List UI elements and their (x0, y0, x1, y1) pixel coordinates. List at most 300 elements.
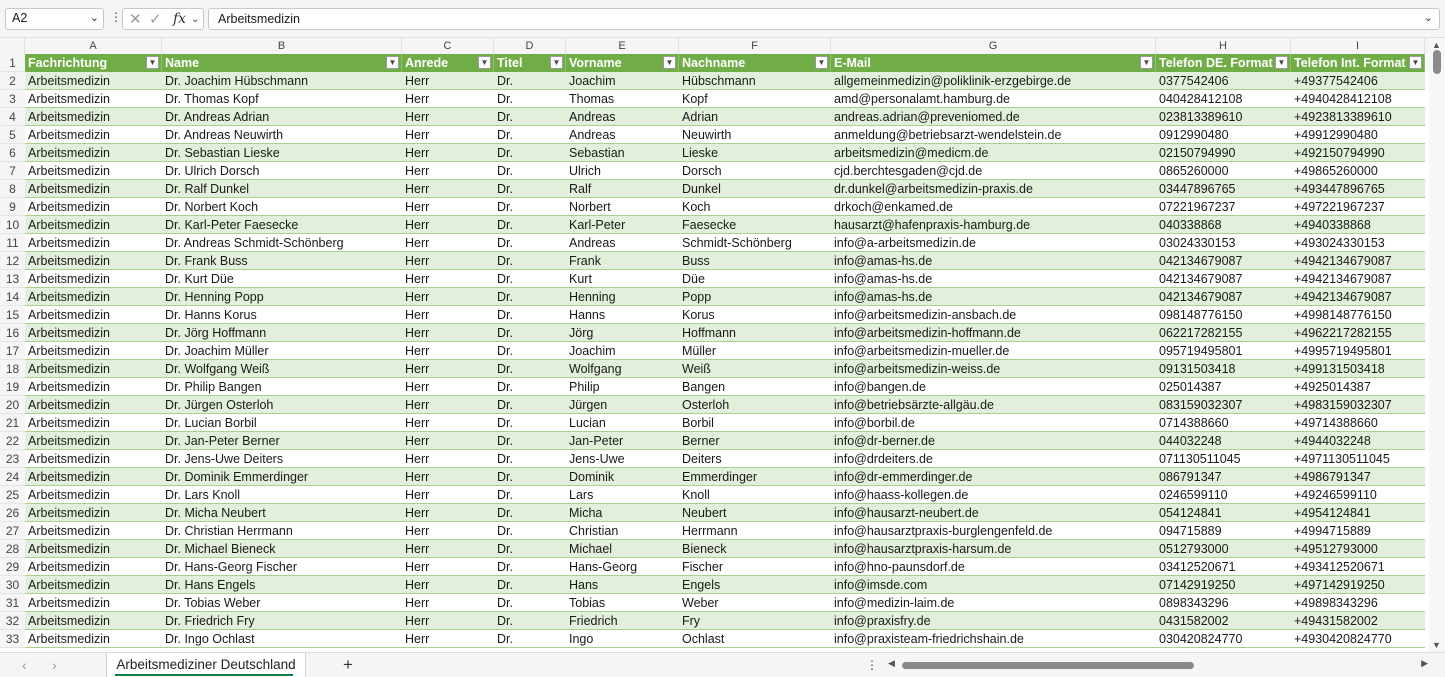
table-cell[interactable]: 071130511045 (1159, 452, 1241, 466)
table-cell[interactable]: +4925014387 (1294, 380, 1371, 394)
table-cell[interactable]: Dr. Lars Knoll (165, 488, 241, 502)
row-number[interactable]: 31 (0, 594, 25, 612)
horizontal-scroll-thumb[interactable] (902, 662, 1194, 669)
table-cell[interactable]: info@praxisfry.de (834, 614, 931, 628)
table-cell[interactable]: Herr (405, 632, 430, 646)
table-cell[interactable]: Joachim (569, 74, 616, 88)
table-cell[interactable]: Dr. Tobias Weber (165, 596, 261, 610)
table-cell[interactable]: Dr. Jens-Uwe Deiters (165, 452, 284, 466)
table-cell[interactable]: Herr (405, 218, 430, 232)
table-cell[interactable]: Arbeitsmedizin (28, 326, 110, 340)
table-cell[interactable]: Herr (405, 146, 430, 160)
table-cell[interactable]: Weiß (682, 362, 711, 376)
table-cell[interactable]: Dr. (497, 164, 513, 178)
table-cell[interactable]: Jürgen (569, 398, 608, 412)
table-cell[interactable]: Dr. (497, 416, 513, 430)
sheet-tab-active[interactable] (106, 653, 306, 677)
table-cell[interactable]: Dr. (497, 272, 513, 286)
expand-formula-icon[interactable]: ⌄ (1423, 12, 1433, 24)
confirm-icon[interactable]: ✓ (149, 11, 162, 28)
table-cell[interactable]: Müller (682, 344, 717, 358)
table-cell[interactable]: Arbeitsmedizin (28, 164, 110, 178)
scroll-right-icon[interactable]: ▶ (1421, 658, 1428, 668)
table-cell[interactable]: drkoch@enkamed.de (834, 200, 954, 214)
table-cell[interactable]: Karl-Peter (569, 218, 626, 232)
table-cell[interactable]: info@bangen.de (834, 380, 926, 394)
table-cell[interactable]: Neuwirth (682, 128, 732, 142)
table-cell[interactable]: Dr. (497, 434, 513, 448)
row-number[interactable]: 6 (0, 144, 25, 162)
table-cell[interactable]: info@arbeitsmedizin-ansbach.de (834, 308, 1017, 322)
table-cell[interactable]: +4942134679087 (1294, 254, 1392, 268)
table-cell[interactable]: allgemeinmedizin@poliklinik-erzgebirge.de (834, 74, 1072, 88)
column-header-f[interactable]: F (679, 38, 831, 54)
row-number[interactable]: 11 (0, 234, 25, 252)
table-cell[interactable]: Dr. (497, 614, 513, 628)
table-cell[interactable]: Herr (405, 182, 430, 196)
table-cell[interactable]: Herr (405, 272, 430, 286)
table-cell[interactable]: andreas.adrian@preveniomed.de (834, 110, 1020, 124)
row-number[interactable]: 29 (0, 558, 25, 576)
table-cell[interactable]: dr.dunkel@arbeitsmedizin-praxis.de (834, 182, 1033, 196)
table-cell[interactable]: Arbeitsmedizin (28, 308, 110, 322)
table-cell[interactable]: Dr. (497, 200, 513, 214)
table-cell[interactable]: Arbeitsmedizin (28, 470, 110, 484)
table-header-cell[interactable] (679, 54, 831, 72)
filter-dropdown-icon[interactable]: ▼ (146, 56, 159, 69)
table-cell[interactable]: Herr (405, 434, 430, 448)
table-cell[interactable]: Herr (405, 452, 430, 466)
table-cell[interactable]: Dr. (497, 488, 513, 502)
table-cell[interactable]: +492150794990 (1294, 146, 1385, 160)
table-cell[interactable]: info@medizin-laim.de (834, 596, 955, 610)
filter-dropdown-icon[interactable]: ▼ (1409, 56, 1422, 69)
table-cell[interactable]: Ingo (569, 632, 594, 646)
table-cell[interactable]: Tobias (569, 596, 606, 610)
table-cell[interactable]: Knoll (682, 488, 710, 502)
table-cell[interactable]: Herr (405, 578, 430, 592)
row-number[interactable]: 30 (0, 576, 25, 594)
table-cell[interactable]: info@arbeitsmedizin-weiss.de (834, 362, 1001, 376)
table-cell[interactable]: Arbeitsmedizin (28, 290, 110, 304)
table-cell[interactable]: 054124841 (1159, 506, 1222, 520)
table-header-cell[interactable] (25, 54, 162, 72)
table-cell[interactable]: Dr. Jürgen Osterloh (165, 398, 274, 412)
table-cell[interactable]: Dr. Sebastian Lieske (165, 146, 280, 160)
filter-dropdown-icon[interactable]: ▼ (663, 56, 676, 69)
table-cell[interactable]: Dunkel (682, 182, 721, 196)
table-cell[interactable]: Friedrich (569, 614, 618, 628)
table-cell[interactable]: Herr (405, 506, 430, 520)
table-cell[interactable]: Herr (405, 524, 430, 538)
row-number[interactable]: 15 (0, 306, 25, 324)
table-cell[interactable]: Arbeitsmedizin (28, 254, 110, 268)
table-cell[interactable]: Adrian (682, 110, 719, 124)
table-cell[interactable]: +493024330153 (1294, 236, 1385, 250)
table-cell[interactable]: Dr. Frank Buss (165, 254, 248, 268)
table-cell[interactable]: +4954124841 (1294, 506, 1371, 520)
row-number[interactable]: 3 (0, 90, 25, 108)
table-cell[interactable]: Dr. (497, 92, 513, 106)
table-cell[interactable]: 040338868 (1159, 218, 1222, 232)
table-cell[interactable]: info@hausarztpraxis-harsum.de (834, 542, 1012, 556)
table-cell[interactable]: Arbeitsmedizin (28, 614, 110, 628)
table-cell[interactable]: Korus (682, 308, 715, 322)
table-cell[interactable]: Dr. (497, 308, 513, 322)
table-cell[interactable]: Arbeitsmedizin (28, 452, 110, 466)
table-cell[interactable]: Arbeitsmedizin (28, 182, 110, 196)
table-cell[interactable]: Arbeitsmedizin (28, 434, 110, 448)
table-cell[interactable]: Dr. Joachim Hübschmann (165, 74, 309, 88)
table-cell[interactable]: +4944032248 (1294, 434, 1371, 448)
table-cell[interactable]: Norbert (569, 200, 611, 214)
insert-function-icon[interactable]: fx (173, 11, 187, 27)
chevron-down-icon[interactable]: ⌄ (89, 12, 99, 24)
table-cell[interactable]: +49431582002 (1294, 614, 1378, 628)
table-cell[interactable]: Andreas (569, 110, 616, 124)
row-number[interactable]: 18 (0, 360, 25, 378)
table-cell[interactable]: Dr. Andreas Schmidt-Schönberg (165, 236, 344, 250)
vertical-scrollbar[interactable] (1429, 38, 1445, 652)
table-cell[interactable]: Faesecke (682, 218, 737, 232)
table-cell[interactable]: Arbeitsmedizin (28, 92, 110, 106)
table-cell[interactable]: Herr (405, 200, 430, 214)
table-cell[interactable]: info@dr-berner.de (834, 434, 935, 448)
table-cell[interactable]: Weber (682, 596, 719, 610)
row-number[interactable]: 24 (0, 468, 25, 486)
table-cell[interactable]: info@amas-hs.de (834, 254, 933, 268)
row-number[interactable]: 2 (0, 72, 25, 90)
horizontal-scrollbar[interactable] (888, 660, 1428, 671)
column-header-a[interactable]: A (25, 38, 162, 54)
table-cell[interactable]: Arbeitsmedizin (28, 416, 110, 430)
table-cell[interactable]: Arbeitsmedizin (28, 236, 110, 250)
table-cell[interactable]: Herr (405, 308, 430, 322)
table-cell[interactable]: 03447896765 (1159, 182, 1236, 196)
row-number[interactable]: 28 (0, 540, 25, 558)
table-cell[interactable]: 0512793000 (1159, 542, 1229, 556)
table-cell[interactable]: Dr. (497, 596, 513, 610)
table-cell[interactable]: Deiters (682, 452, 722, 466)
table-cell[interactable]: Ochlast (682, 632, 725, 646)
table-cell[interactable]: +4962217282155 (1294, 326, 1392, 340)
table-cell[interactable]: +4998148776150 (1294, 308, 1392, 322)
table-cell[interactable]: Dr. (497, 254, 513, 268)
table-cell[interactable]: Herr (405, 416, 430, 430)
table-cell[interactable]: 042134679087 (1159, 290, 1243, 304)
row-number[interactable]: 5 (0, 126, 25, 144)
table-cell[interactable]: +493412520671 (1294, 560, 1385, 574)
table-cell[interactable]: Dr. Karl-Peter Faesecke (165, 218, 299, 232)
column-header-g[interactable]: G (831, 38, 1156, 54)
column-header-b[interactable]: B (162, 38, 402, 54)
table-cell[interactable]: info@drdeiters.de (834, 452, 933, 466)
table-cell[interactable]: Hanns (569, 308, 606, 322)
table-cell[interactable]: Hans-Georg (569, 560, 638, 574)
table-cell[interactable]: Herr (405, 128, 430, 142)
table-cell[interactable]: Neubert (682, 506, 727, 520)
table-cell[interactable]: Borbil (682, 416, 714, 430)
more-options-icon[interactable]: ⋮ (110, 10, 122, 24)
table-cell[interactable]: info@a-arbeitsmedizin.de (834, 236, 976, 250)
table-cell[interactable]: Dr. (497, 110, 513, 124)
table-cell[interactable]: Henning (569, 290, 616, 304)
table-cell[interactable]: info@hausarztpraxis-burglengenfeld.de (834, 524, 1053, 538)
table-cell[interactable]: Jens-Uwe (569, 452, 625, 466)
table-cell[interactable]: Ralf (569, 182, 592, 196)
filter-dropdown-icon[interactable]: ▼ (1275, 56, 1288, 69)
table-cell[interactable]: Dorsch (682, 164, 722, 178)
table-cell[interactable]: Kopf (682, 92, 708, 106)
table-cell[interactable]: Osterloh (682, 398, 730, 412)
table-cell[interactable]: Herrmann (682, 524, 738, 538)
table-cell[interactable]: Arbeitsmedizin (28, 128, 110, 142)
table-cell[interactable]: Bieneck (682, 542, 727, 556)
table-cell[interactable]: Dr. Micha Neubert (165, 506, 266, 520)
table-cell[interactable]: Dr. Thomas Kopf (165, 92, 259, 106)
row-number[interactable]: 17 (0, 342, 25, 360)
table-cell[interactable]: Arbeitsmedizin (28, 362, 110, 376)
table-cell[interactable]: +4940338868 (1294, 218, 1371, 232)
table-cell[interactable]: arbeitsmedizin@medicm.de (834, 146, 989, 160)
table-cell[interactable]: +4942134679087 (1294, 290, 1392, 304)
table-cell[interactable]: Joachim (569, 344, 616, 358)
table-cell[interactable]: Dr. (497, 326, 513, 340)
table-cell[interactable]: +4995719495801 (1294, 344, 1392, 358)
scroll-up-icon[interactable]: ▲ (1432, 40, 1441, 50)
row-number[interactable]: 32 (0, 612, 25, 630)
column-header-i[interactable]: I (1291, 38, 1425, 54)
table-cell[interactable]: 07142919250 (1159, 578, 1236, 592)
table-cell[interactable]: info@amas-hs.de (834, 290, 933, 304)
table-cell[interactable]: +49377542406 (1294, 74, 1378, 88)
table-cell[interactable]: Arbeitsmedizin (28, 596, 110, 610)
table-cell[interactable]: Herr (405, 254, 430, 268)
table-cell[interactable]: Dr. Henning Popp (165, 290, 264, 304)
row-number[interactable]: 21 (0, 414, 25, 432)
table-cell[interactable]: Schmidt-Schönberg (682, 236, 792, 250)
table-cell[interactable]: Dr. (497, 218, 513, 232)
table-cell[interactable]: info@amas-hs.de (834, 272, 933, 286)
table-cell[interactable]: +4942134679087 (1294, 272, 1392, 286)
table-cell[interactable]: 0246599110 (1159, 488, 1228, 502)
table-cell[interactable]: 09131503418 (1159, 362, 1236, 376)
column-header-h[interactable]: H (1156, 38, 1291, 54)
table-cell[interactable]: cjd.berchtesgaden@cjd.de (834, 164, 983, 178)
table-cell[interactable]: Koch (682, 200, 711, 214)
table-cell[interactable]: Arbeitsmedizin (28, 218, 110, 232)
table-header-cell[interactable] (494, 54, 566, 72)
table-cell[interactable]: 025014387 (1159, 380, 1222, 394)
table-cell[interactable]: Dr. (497, 74, 513, 88)
column-header-d[interactable]: D (494, 38, 566, 54)
table-cell[interactable]: Herr (405, 164, 430, 178)
row-number[interactable]: 23 (0, 450, 25, 468)
table-cell[interactable]: Dr. Ingo Ochlast (165, 632, 255, 646)
table-cell[interactable]: 023813389610 (1159, 110, 1243, 124)
table-cell[interactable]: Herr (405, 74, 430, 88)
row-number[interactable]: 27 (0, 522, 25, 540)
table-cell[interactable]: Kurt (569, 272, 592, 286)
row-number[interactable]: 19 (0, 378, 25, 396)
table-cell[interactable]: +4930420824770 (1294, 632, 1392, 646)
table-cell[interactable]: Dr. Friedrich Fry (165, 614, 255, 628)
table-cell[interactable]: Herr (405, 344, 430, 358)
table-cell[interactable]: Andreas (569, 128, 616, 142)
table-cell[interactable]: Dr. (497, 344, 513, 358)
filter-dropdown-icon[interactable]: ▼ (1140, 56, 1153, 69)
table-cell[interactable]: +49912990480 (1294, 128, 1378, 142)
table-cell[interactable]: 030420824770 (1159, 632, 1243, 646)
table-cell[interactable]: info@borbil.de (834, 416, 915, 430)
table-cell[interactable]: Michael (569, 542, 613, 556)
table-cell[interactable]: Dr. Hanns Korus (165, 308, 257, 322)
table-cell[interactable]: +49865260000 (1294, 164, 1378, 178)
table-cell[interactable]: +499131503418 (1294, 362, 1385, 376)
table-cell[interactable]: Dr. (497, 398, 513, 412)
table-cell[interactable]: Fischer (682, 560, 723, 574)
table-cell[interactable]: 0898343296 (1159, 596, 1229, 610)
table-cell[interactable]: Arbeitsmedizin (28, 542, 110, 556)
table-header-cell[interactable] (402, 54, 494, 72)
table-cell[interactable]: Arbeitsmedizin (28, 506, 110, 520)
table-cell[interactable]: Herr (405, 110, 430, 124)
table-cell[interactable]: +4983159032307 (1294, 398, 1392, 412)
table-cell[interactable]: Herr (405, 488, 430, 502)
table-cell[interactable]: Herr (405, 542, 430, 556)
table-cell[interactable]: Herr (405, 236, 430, 250)
table-cell[interactable]: Ulrich (569, 164, 601, 178)
row-number[interactable]: 1 (0, 54, 25, 72)
table-cell[interactable]: +49898343296 (1294, 596, 1378, 610)
table-cell[interactable]: Dominik (569, 470, 615, 484)
table-cell[interactable]: Dr. (497, 128, 513, 142)
row-number[interactable]: 13 (0, 270, 25, 288)
table-cell[interactable]: Andreas (569, 236, 616, 250)
row-number[interactable]: 25 (0, 486, 25, 504)
table-cell[interactable]: 083159032307 (1159, 398, 1243, 412)
table-cell[interactable]: +49714388660 (1294, 416, 1378, 430)
row-number[interactable]: 7 (0, 162, 25, 180)
table-cell[interactable]: Dr. (497, 506, 513, 520)
table-cell[interactable]: Dr. (497, 632, 513, 646)
table-cell[interactable]: Herr (405, 596, 430, 610)
table-cell[interactable]: 042134679087 (1159, 272, 1243, 286)
row-number[interactable]: 9 (0, 198, 25, 216)
table-cell[interactable]: Dr. Dominik Emmerdinger (165, 470, 309, 484)
table-cell[interactable]: Bangen (682, 380, 726, 394)
table-cell[interactable]: +49512793000 (1294, 542, 1378, 556)
table-cell[interactable]: 07221967237 (1159, 200, 1236, 214)
table-cell[interactable]: Dr. Ralf Dunkel (165, 182, 250, 196)
table-cell[interactable]: info@hno-paunsdorf.de (834, 560, 965, 574)
table-cell[interactable]: Christian (569, 524, 619, 538)
row-number[interactable]: 14 (0, 288, 25, 306)
table-header-cell[interactable] (1156, 54, 1291, 72)
table-cell[interactable]: Dr. Michael Bieneck (165, 542, 276, 556)
table-cell[interactable]: Arbeitsmedizin (28, 146, 110, 160)
table-cell[interactable]: Dr. (497, 452, 513, 466)
table-cell[interactable]: +4923813389610 (1294, 110, 1392, 124)
table-cell[interactable]: 086791347 (1159, 470, 1222, 484)
table-cell[interactable]: Philip (569, 380, 600, 394)
row-number[interactable]: 20 (0, 396, 25, 414)
table-cell[interactable]: 095719495801 (1159, 344, 1243, 358)
table-cell[interactable]: Dr. (497, 290, 513, 304)
table-cell[interactable]: Wolfgang (569, 362, 622, 376)
table-cell[interactable]: +4971130511045 (1294, 452, 1390, 466)
table-cell[interactable]: info@dr-emmerdinger.de (834, 470, 973, 484)
select-all-corner[interactable] (0, 38, 25, 54)
table-cell[interactable]: 044032248 (1159, 434, 1222, 448)
table-cell[interactable]: Hans (569, 578, 599, 592)
prev-sheet-icon[interactable]: ‹ (22, 657, 27, 673)
table-cell[interactable]: info@praxisteam-friedrichshain.de (834, 632, 1024, 646)
next-sheet-icon[interactable]: › (52, 657, 57, 673)
formula-input[interactable] (208, 8, 1440, 30)
table-cell[interactable]: Buss (682, 254, 710, 268)
table-cell[interactable]: Arbeitsmedizin (28, 632, 110, 646)
table-cell[interactable]: Thomas (569, 92, 615, 106)
table-cell[interactable]: Dr. Joachim Müller (165, 344, 269, 358)
table-cell[interactable]: +497221967237 (1294, 200, 1385, 214)
table-cell[interactable]: Dr. (497, 236, 513, 250)
row-number[interactable]: 8 (0, 180, 25, 198)
table-cell[interactable]: Arbeitsmedizin (28, 524, 110, 538)
table-cell[interactable]: Hübschmann (682, 74, 756, 88)
table-cell[interactable]: Dr. Jörg Hoffmann (165, 326, 267, 340)
table-cell[interactable]: Berner (682, 434, 720, 448)
table-cell[interactable]: 062217282155 (1159, 326, 1243, 340)
table-cell[interactable]: Arbeitsmedizin (28, 578, 110, 592)
table-cell[interactable]: Herr (405, 92, 430, 106)
table-cell[interactable]: amd@personalamt.hamburg.de (834, 92, 1010, 106)
sheet-options-icon[interactable]: ⋮ (866, 658, 878, 672)
table-cell[interactable]: 0912990480 (1159, 128, 1229, 142)
table-cell[interactable]: Dr. (497, 524, 513, 538)
table-cell[interactable]: Popp (682, 290, 712, 304)
table-cell[interactable]: Dr. Hans-Georg Fischer (165, 560, 297, 574)
table-cell[interactable]: +4986791347 (1294, 470, 1371, 484)
table-cell[interactable]: Dr. (497, 146, 513, 160)
table-cell[interactable]: info@hausarzt-neubert.de (834, 506, 979, 520)
filter-dropdown-icon[interactable]: ▼ (386, 56, 399, 69)
table-cell[interactable]: Arbeitsmedizin (28, 398, 110, 412)
table-cell[interactable]: Dr. (497, 578, 513, 592)
scroll-left-icon[interactable]: ◀ (888, 658, 895, 668)
row-number[interactable]: 26 (0, 504, 25, 522)
table-cell[interactable]: Herr (405, 362, 430, 376)
table-cell[interactable]: info@arbeitsmedizin-mueller.de (834, 344, 1010, 358)
table-cell[interactable]: Arbeitsmedizin (28, 344, 110, 358)
table-cell[interactable]: Sebastian (569, 146, 625, 160)
table-cell[interactable]: 0377542406 (1159, 74, 1229, 88)
column-header-c[interactable]: C (402, 38, 494, 54)
table-cell[interactable]: 042134679087 (1159, 254, 1243, 268)
table-cell[interactable]: +497142919250 (1294, 578, 1385, 592)
row-number[interactable]: 33 (0, 630, 25, 648)
table-cell[interactable]: Arbeitsmedizin (28, 488, 110, 502)
table-cell[interactable]: Dr. Andreas Adrian (165, 110, 270, 124)
row-number[interactable]: 12 (0, 252, 25, 270)
table-cell[interactable]: Arbeitsmedizin (28, 560, 110, 574)
table-cell[interactable]: Dr. Norbert Koch (165, 200, 259, 214)
table-cell[interactable]: Dr. (497, 470, 513, 484)
table-cell[interactable]: 094715889 (1159, 524, 1222, 538)
table-cell[interactable]: Fry (682, 614, 701, 628)
table-cell[interactable]: Dr. (497, 182, 513, 196)
filter-dropdown-icon[interactable]: ▼ (478, 56, 491, 69)
